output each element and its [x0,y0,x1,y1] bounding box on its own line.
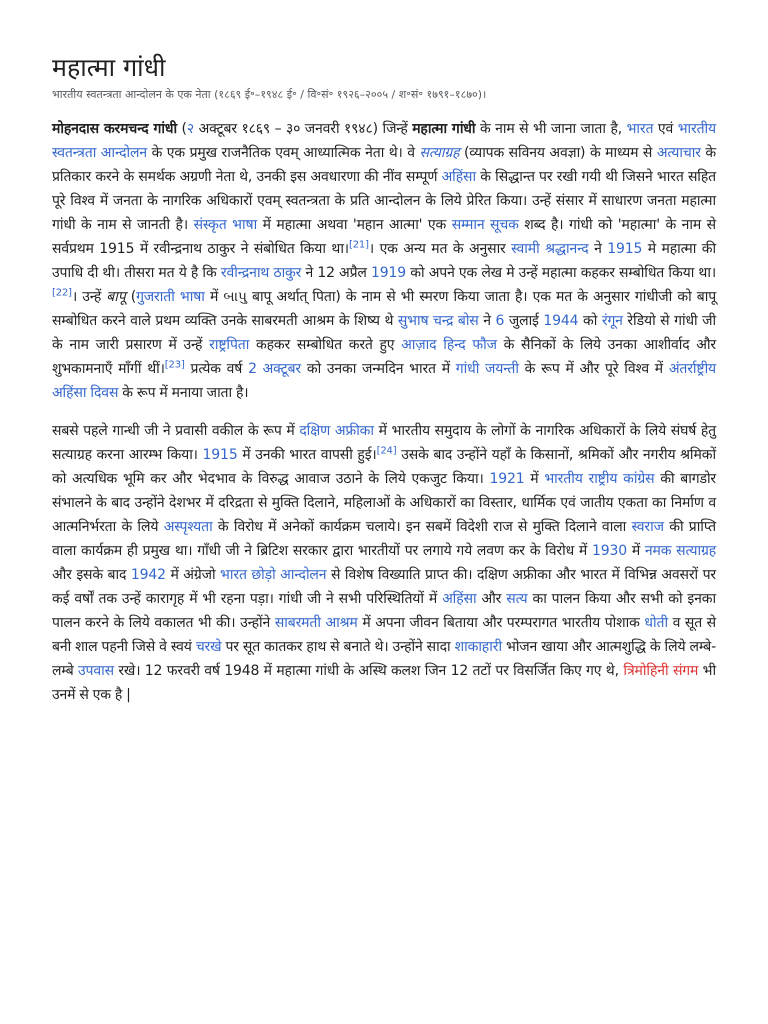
body-text: अक्टूबर १८६९ – ३० जनवरी १९४८) जिन्हें [194,121,413,137]
short-description: भारतीय स्वतन्त्रता आन्दोलन के एक नेता (१८६९ ई॰–१९४८ ई॰ / वि॰सं॰ १९२६–२००५ / श॰सं॰ १७९१–१८७०)। [52,88,487,101]
wiki-link[interactable]: संस्कृत भाषा [193,217,258,233]
body-text: के रूप में मनाया जाता है। [118,385,249,401]
body-text: ने [478,313,496,329]
paragraph-2 [52,419,716,707]
body-text: के प्रतिकार करने के समर्थक अग्रणी नेता थे, उनकी इस अवधारणा की नींव सम्पूर्ण [52,145,717,185]
body-text: पर सूत कातकर हाथ से बनाते थे। उन्होंने सादा [221,639,455,655]
body-text: को [578,313,602,329]
wiki-link[interactable]: सम्मान सूचक [451,217,519,233]
body-text: व सूत से बनी शाल पहनी जिसे वे स्वयं [52,615,717,655]
body-text: कहकर सम्बोधित करते हुए [249,337,402,353]
body-text: के विरोध में अनेकों कार्यक्रम चलाये। इन सबमें विदेशी राज से मुक्ति दिलाने वाला [212,519,632,535]
wiki-link[interactable]: साबरमती आश्रम [274,615,358,631]
body-text: ( [125,289,137,305]
wiki-link[interactable]: 2 अक्टूबर [248,361,301,377]
body-text: मे महात्मा की उपाधि दी थी। तीसरा मत ये है कि [52,241,716,281]
body-text: से विशेष विख्याति प्राप्त की। दक्षिण अफ्रीका और भारत में विभिन्न अवसरों पर कई वर्षों तक उन्हें कारागृह में भी रहना पड़ा। गांधी जी ने सभी परिस्थितियों में [52,567,716,607]
body-text: एवं [653,121,678,137]
wiki-link[interactable]: उपवास [78,663,114,679]
wiki-link[interactable]: स्वराज [631,519,664,535]
body-text: ने [588,241,608,257]
citation-link[interactable]: [23] [164,359,185,371]
citation [52,287,72,298]
wiki-link[interactable]: सत्याग्रह [419,145,460,161]
red-link[interactable]: त्रिमोहिनी संगम [623,663,699,679]
wiki-link[interactable]: 1942 [130,567,166,583]
wiki-link[interactable]: 6 [495,313,505,329]
wiki-link[interactable]: नमक सत्याग्रह [644,543,716,559]
body-text: को उनका जन्मदिन भारत में [301,361,456,377]
body-text: शब्द है। गांधी को 'महात्मा' के नाम से सर्वप्रथम 1915 में रवीन्द्रनाथ ठाकुर ने संबोधित किया था। [52,217,716,257]
wiki-link[interactable]: राष्ट्रपिता [209,337,250,353]
body-text: । उन्हें [71,289,107,305]
wiki-link[interactable]: सत्य [506,591,528,607]
wiki-link[interactable]: गुजराती भाषा [136,289,205,305]
wiki-link[interactable]: अंतर्राष्ट्रीय अहिंसा दिवस [52,361,717,401]
body-text: ( [177,121,187,137]
body-text: में [524,471,545,487]
wiki-link[interactable]: 1919 [371,265,407,281]
wiki-link[interactable]: २ [186,121,195,137]
body-text: के रूप में और पूरे विश्व में [518,361,669,377]
wiki-link[interactable]: स्वामी श्रद्धानन्द [511,241,589,257]
body-text: की बागडोर संभालने के बाद उन्होंने देशभर में दरिद्रता से मुक्ति दिलाने, महिलाओं के अधिकारों का विस्तार, धार्मिक एवं जातीय एकता का निर्माण व आत्मनिर्भरता के लिये [52,471,716,535]
wiki-link[interactable]: शाकाहारी [454,639,502,655]
body-text: के नाम से भी जाना जाता है, [475,121,627,137]
wiki-link[interactable]: रवीन्द्रनाथ ठाकुर [220,265,302,281]
body-text: में अंग्रेजो [165,567,221,583]
bold-text: महात्मा गांधी [412,121,476,137]
body-text: को अपने एक लेख मे उन्हें महात्मा कहकर सम्बोधित किया था। [406,265,716,281]
wiki-link[interactable]: अत्याचार [656,145,701,161]
body-text: और इसके बाद [52,567,131,583]
body-text: रेडियो से गांधी जी के नाम जारी प्रसारण में उन्हें [52,313,717,353]
wiki-link[interactable]: अहिंसा [442,591,477,607]
wiki-link[interactable]: दक्षिण अफ्रीका [299,423,374,439]
citation-link[interactable]: [21] [348,239,369,251]
wiki-link[interactable]: 1915 [202,447,238,463]
body-text: में उनकी भारत वापसी हुई। [237,447,377,463]
wiki-link[interactable]: भारतीय स्वतन्त्रता आन्दोलन [52,121,717,161]
body-text: भोजन खाया और आत्मशुद्धि के लिये लम्बे-लम्बे [52,639,716,679]
body-text: उसके बाद उन्होंने यहाँ के किसानों, श्रमिकों और नगरीय श्रमिकों को अत्यधिक भूमि कर और भेदभाव के विरुद्ध आवाज उठाने के लिये एकजुट किया। [52,447,716,487]
body-text: की प्राप्ति वाला कार्यक्रम ही प्रमुख था। गाँधी जी ने ब्रिटिश सरकार द्वारा भारतीयों पर लगाये गये लवण कर के विरोध में [52,519,716,559]
italic-text: बापू [106,289,126,305]
wiki-link[interactable]: भारत छोड़ो आन्दोलन [220,567,327,583]
body-text: भी उनमें से एक है | [52,663,716,703]
wiki-link[interactable]: भारतीय राष्ट्रीय कांग्रेस [544,471,655,487]
wiki-link[interactable]: चरखे [195,639,222,655]
citation-link[interactable]: [24] [376,445,397,457]
body-text: सबसे पहले गान्धी जी ने प्रवासी वकील के रूप में [52,423,300,439]
paragraph-1 [52,117,716,405]
body-text: जुलाई [504,313,544,329]
wiki-link[interactable]: 1944 [543,313,579,329]
wiki-link[interactable]: 1915 [607,241,643,257]
wiki-link[interactable]: रंगून [601,313,623,329]
wiki-link[interactable]: धोती [644,615,668,631]
body-text: का पालन किया और सभी को इनका पालन करने के लिये वकालत भी की। उन्होंने [52,591,717,631]
body-text: में [626,543,645,559]
body-text: (व्यापक सविनय अवज्ञा) के माध्यम से [459,145,657,161]
body-text: में બાપુ बापू अर्थात् पिता) के नाम से भी स्मरण किया जाता है। एक मत के अनुसार गांधीजी को बापू सम्बोधित करने वाले प्रथम व्यक्ति उनके साबरमती आश्रम के शिष्य थे [52,289,717,329]
body-text: और [476,591,507,607]
bold-text: मोहनदास करमचन्द गांधी [52,121,177,137]
body-text: रखे। 12 फरवरी वर्ष 1948 में महात्मा गांधी के अस्थि कलश जिन 12 तटों पर विसर्जित किए गए थे, [113,663,624,679]
wiki-link[interactable]: 1921 [489,471,525,487]
wiki-link[interactable]: गांधी जयन्ती [455,361,519,377]
citation-link[interactable]: [22] [52,287,72,299]
body-text: के सैनिकों के लिये उनका आशीर्वाद और शुभकामनाएँ माँगीं थीं। [52,337,716,377]
body-text: ने 12 अप्रैल [301,265,371,281]
wiki-link[interactable]: 1930 [591,543,627,559]
wiki-link[interactable]: अस्पृश्यता [163,519,213,535]
wiki-link[interactable]: भारत [626,121,654,137]
body-text: में भारतीय समुदाय के लोगों के नागरिक अधिकारों के लिये संघर्ष हेतु सत्याग्रह करना आरम्भ किया। [52,423,716,463]
body-text: के एक प्रमुख राजनैतिक एवम् आध्यात्मिक नेता थे। वे [147,145,420,161]
body-text: में अपना जीवन बिताया और परम्परागत भारतीय पोशाक [357,615,645,631]
wiki-link[interactable]: अहिंसा [441,169,476,185]
body-text: प्रत्येक वर्ष [184,361,249,377]
citation [349,239,369,250]
body-text: । एक अन्य मत के अनुसार [368,241,512,257]
wiki-link[interactable]: सुभाष चन्द्र बोस [397,313,479,329]
citation [377,445,397,456]
page-title: महात्मा गांधी [52,53,166,82]
body-text: के सिद्धान्त पर रखी गयी थी जिसने भारत सहित पूरे विश्व में जनता के नागरिक अधिकारों एवम् स्वतन्त्रता के प्रति आन्दोलन के लिये प्रेरित किया। उन्हें संसार में साधारण जनता महात्मा गांधी के नाम से जानती है। [52,169,717,233]
citation [165,359,185,370]
body-text: में महात्मा अथवा 'महान आत्मा' एक [257,217,452,233]
wiki-link[interactable]: आज़ाद हिन्द फौज [401,337,497,353]
